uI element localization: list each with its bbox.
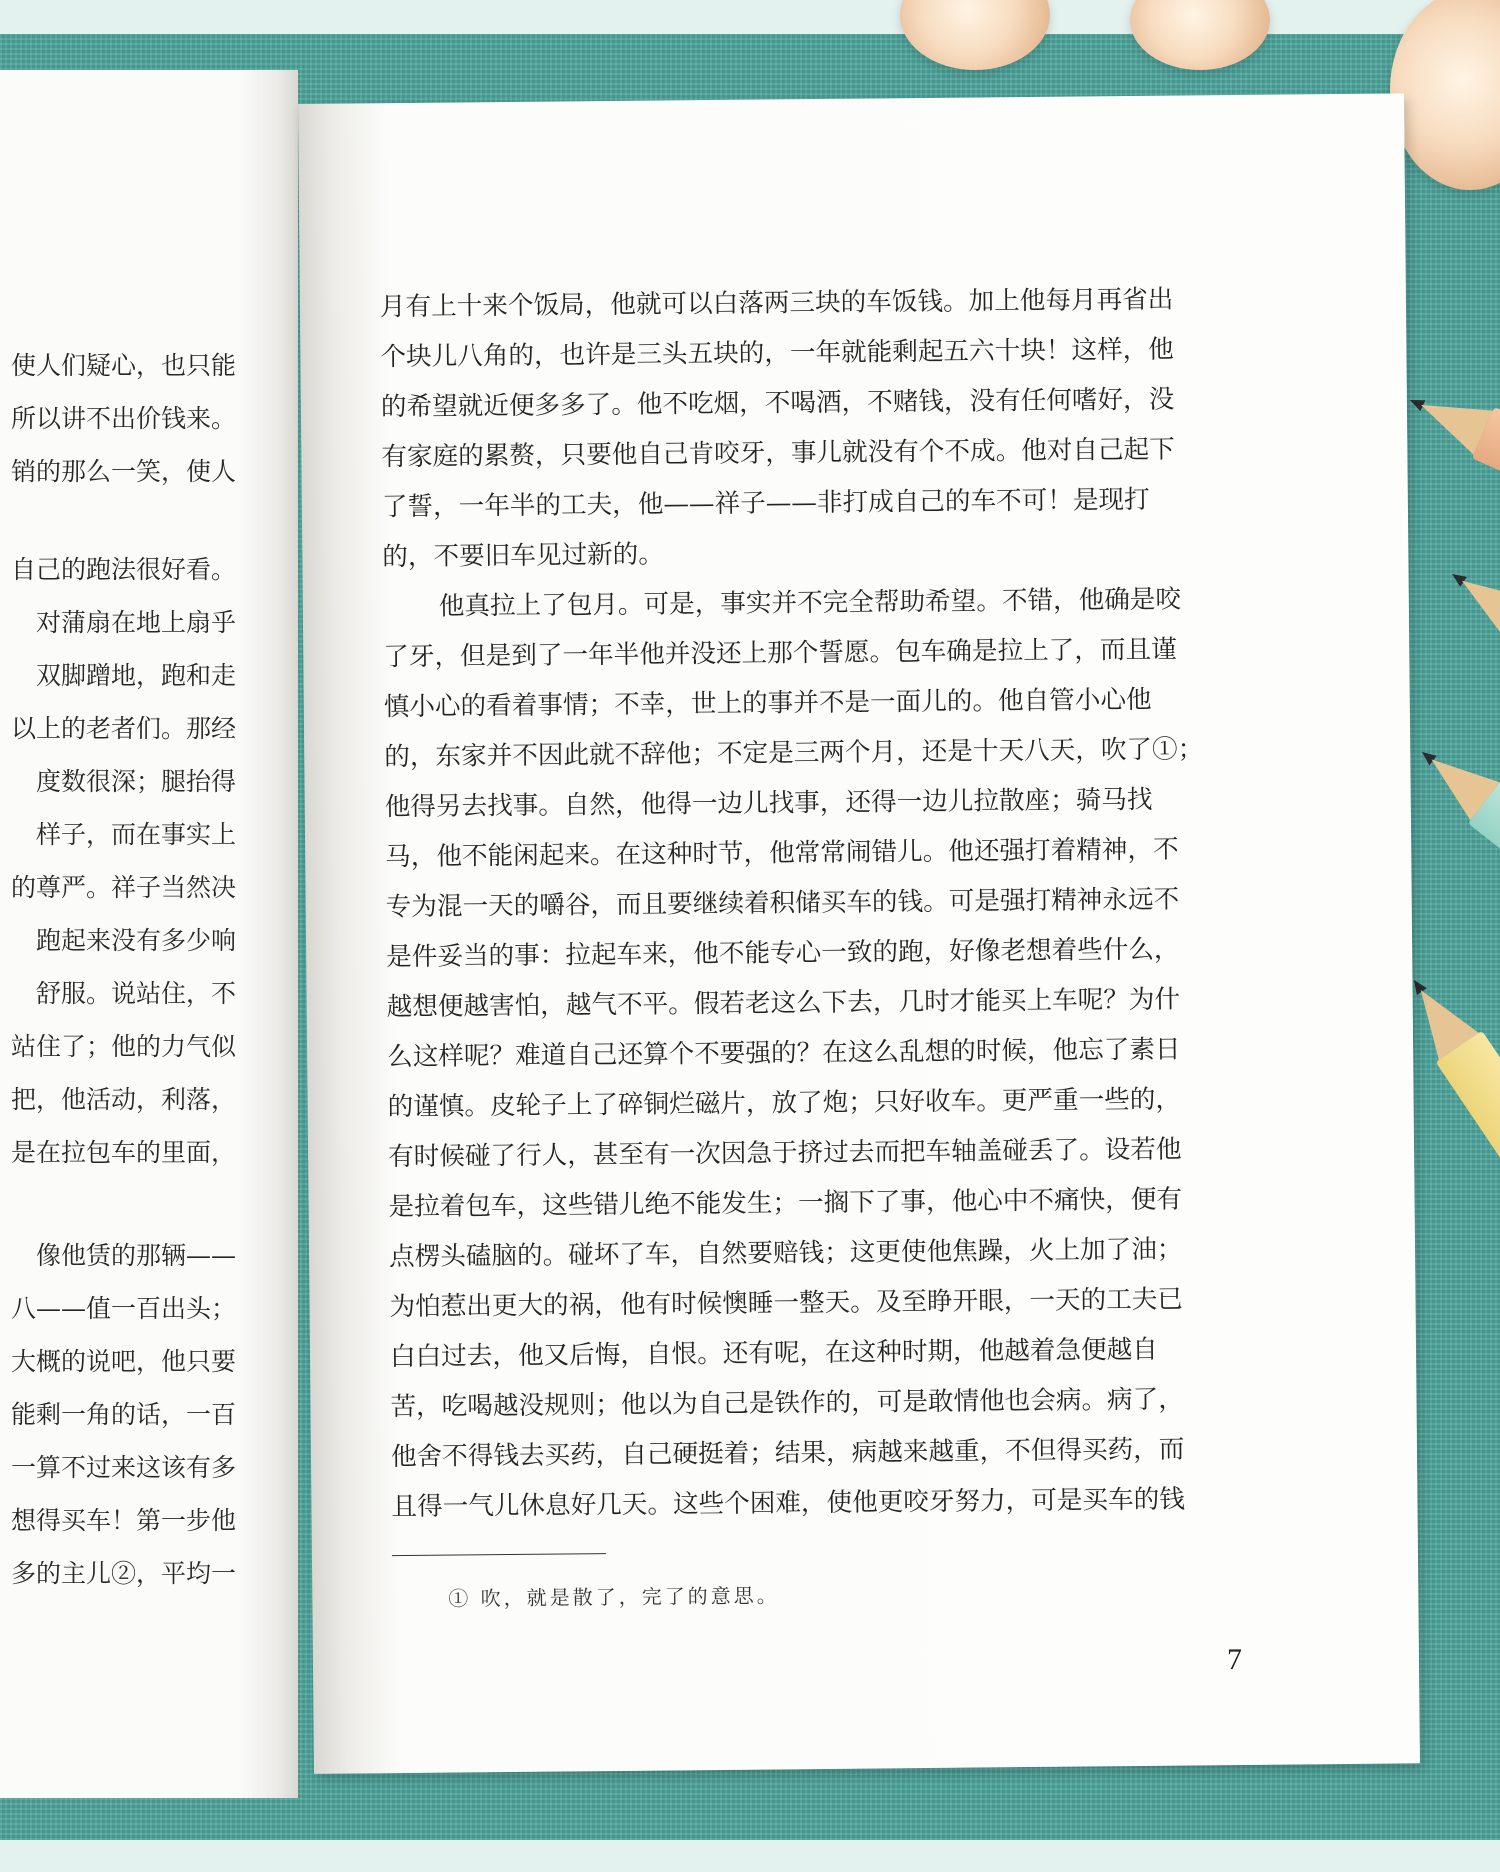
text-line: 多的主儿②，平均一: [10, 1559, 236, 1588]
text-line: 的尊严。祥子当然决: [10, 873, 236, 902]
text-line: 像他赁的那辆——: [35, 1241, 236, 1270]
text-line: 自己的跑法很好看。: [10, 555, 236, 584]
text-line: 跑起来没有多少响: [35, 926, 236, 955]
page-body-text: [379, 281, 1256, 1523]
text-line: 月有上十来个饭局，他就可以白落两三块的车饭钱。加上他每月再省出: [379, 284, 1174, 323]
text-line: 专为混一天的嚼谷，而且要继续着积储买车的钱。可是强打精神永远不: [385, 884, 1180, 923]
text-line: 是在拉包车的里面，: [10, 1138, 236, 1167]
paragraph-first-line: 他真拉上了包月。可是，事实并不完全帮助希望。不错，他确是咬: [438, 584, 1182, 622]
text-line: 他得另去找事。自然，他得一边儿找事，还得一边儿拉散座；骑马找: [384, 784, 1153, 823]
text-line: 使人们疑心，也只能: [10, 351, 236, 380]
text-line: 点楞头磕脑的。碰坏了车，自然要赔钱；这更使他焦躁，火上加了油；: [388, 1234, 1183, 1273]
text-line: 马，他不能闲起来。在这种时节，他常常闹错儿。他还强打着精神，不: [385, 834, 1179, 873]
text-line: 销的那么一笑，使人: [10, 457, 236, 486]
footnote: ① 吹，就是散了，完了的意思。: [448, 1583, 780, 1611]
right-book-page: [298, 93, 1420, 1774]
text-line: 站住了；他的力气似: [10, 1032, 236, 1061]
text-line: 有家庭的累赘，只要他自己肯咬牙，事儿就没有个不成。他对自己起下: [381, 434, 1175, 473]
text-line: 以上的老者们。那经: [10, 714, 236, 743]
page-number: 7: [1226, 1643, 1243, 1677]
text-line: 了誓，一年半的工夫，他——祥子——非打成自己的车不可！是现打: [381, 484, 1150, 523]
text-line: 一算不过来这该有多: [10, 1453, 236, 1482]
text-line: 对蒲扇在地上扇乎: [35, 608, 236, 637]
left-book-page: [0, 70, 298, 1798]
text-line: 越想便越害怕，越气不平。假若老这么下去，几时才能买上车呢？为什: [386, 984, 1181, 1023]
text-line: 能剩一角的话，一百: [10, 1400, 236, 1429]
text-line: 想得买车！第一步他: [10, 1506, 236, 1535]
text-line: 把，他活动，利落，: [10, 1085, 236, 1114]
text-line: 所以讲不出价钱来。: [10, 404, 236, 433]
text-line: 慎小心的看着事情；不幸，世上的事并不是一面儿的。他自管小心他: [383, 684, 1152, 723]
text-line: 大概的说吧，他只要: [10, 1347, 236, 1376]
text-line: 为怕惹出更大的祸，他有时候懊睡一整天。及至睁开眼，一天的工夫已: [389, 1284, 1184, 1323]
text-line: 的谨慎。皮轮子上了碎铜烂磁片，放了炮；只好收车。更严重一些的，: [387, 1084, 1182, 1123]
text-line: 个块儿八角的，也许是三头五块的，一年就能剩起五六十块！这样，他: [380, 334, 1174, 373]
text-line: 样子，而在事实上: [35, 820, 236, 849]
text-line: 他舍不得钱去买药，自己硬挺着；结果，病越来越重，不但得买药，而: [390, 1434, 1185, 1473]
text-line: 白白过去，他又后悔，自恨。还有呢，在这种时期，他越着急便越自: [389, 1334, 1158, 1373]
text-line: 双脚蹭地，跑和走: [35, 661, 236, 690]
text-line: 是拉着包车，这些错儿绝不能发生；一搁下了事，他心中不痛快，便有: [388, 1184, 1183, 1223]
text-line: 了牙，但是到了一年半他并没还上那个誓愿。包车确是拉上了，而且谨: [383, 634, 1177, 673]
text-line: 八——值一百出头；: [10, 1294, 236, 1323]
footnote-divider: [392, 1553, 606, 1556]
text-line: 是件妥当的事：拉起车来，他不能专心一致的跑，好像老想着些什么，: [386, 934, 1180, 973]
text-line: 的，东家并不因此就不辞他；不定是三两个月，还是十天八天，吹了①；: [384, 734, 1204, 773]
text-line: 么这样呢？难道自己还算个不要强的？在这么乱想的时候，他忘了素日: [387, 1034, 1181, 1073]
text-line: 且得一气儿休息好几天。这些个困难，使他更咬牙努力，可是买车的钱: [391, 1484, 1186, 1523]
text-line: 的，不要旧车见过新的。: [382, 539, 665, 573]
text-line: 度数很深；腿抬得: [35, 767, 236, 796]
text-line: 舒服。说站住，不: [35, 979, 236, 1008]
text-line: 的希望就近便多多了。他不吃烟，不喝酒，不赌钱，没有任何嗜好，没: [380, 384, 1175, 423]
text-line: 苦，吃喝越没规则；他以为自己是铁作的，可是敢情他也会病。病了，: [390, 1384, 1185, 1423]
text-line: 有时候碰了行人，甚至有一次因急于挤过去而把车轴盖碰丢了。设若他: [387, 1134, 1182, 1173]
